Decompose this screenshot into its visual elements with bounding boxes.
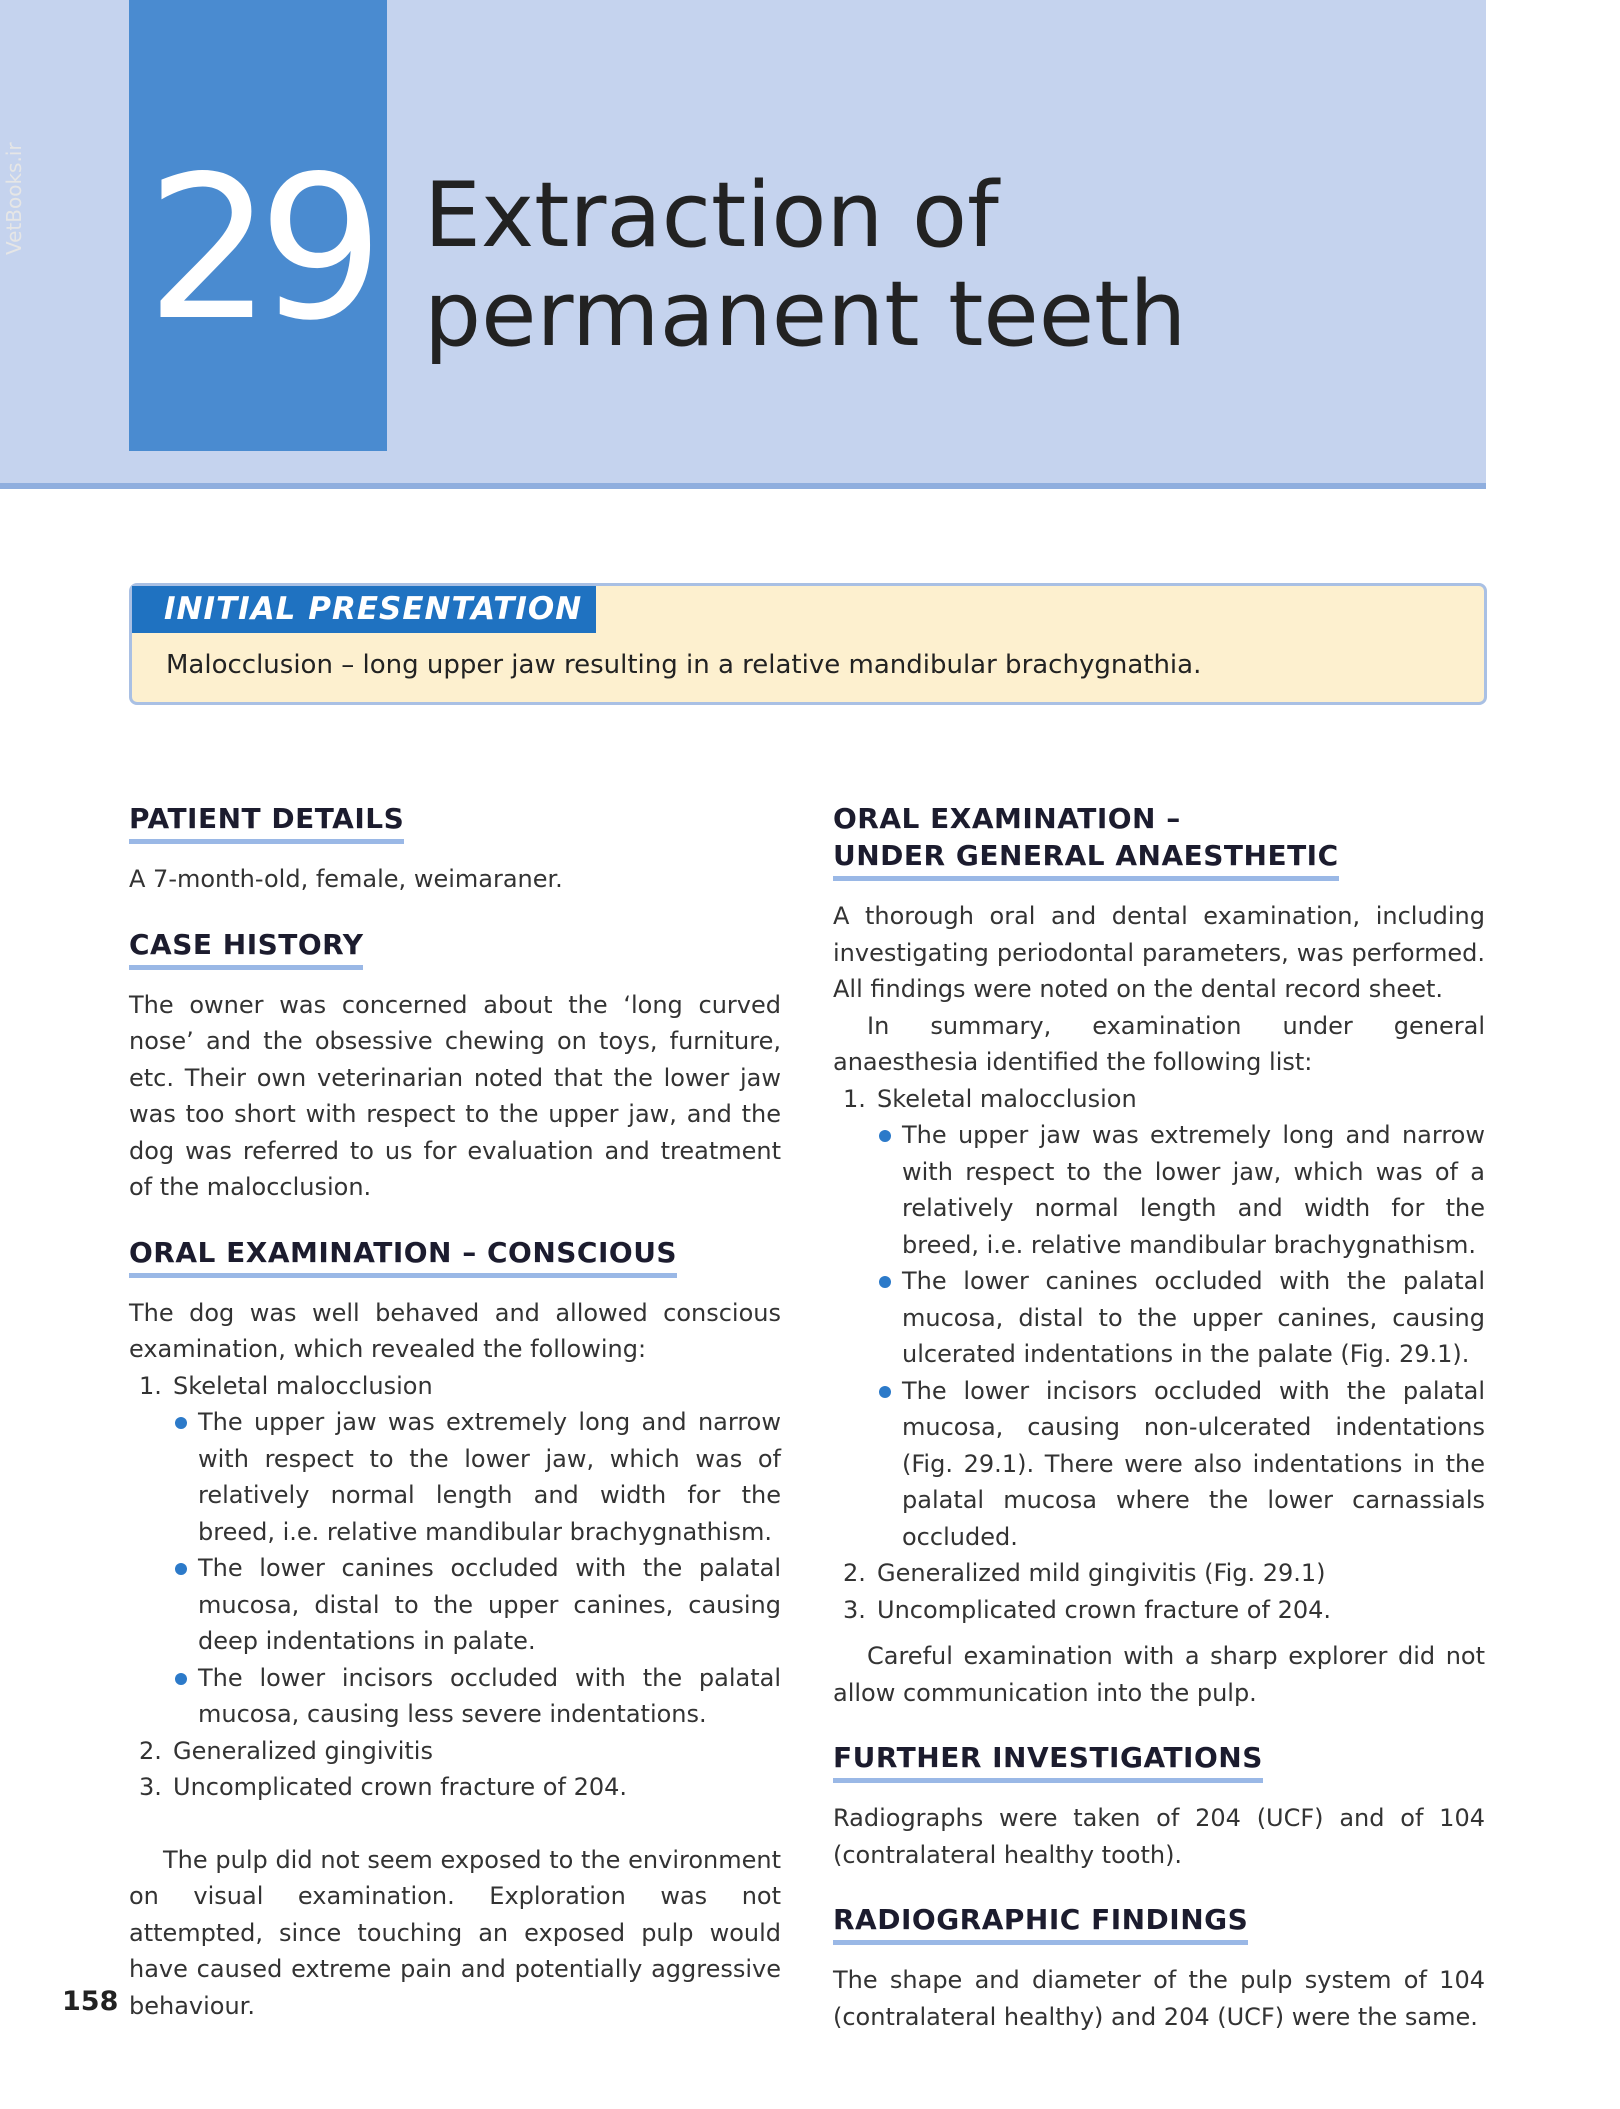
initial-presentation-text: Malocclusion – long upper jaw resulting in a relative mandibular brachygnathia. [166,650,1202,680]
bullet-item: The upper jaw was extremely long and narrow with respect to the lower jaw, which was of a relatively normal length and width for the breed, i.e. relative mandibular brachygnathism. [877,1117,1485,1263]
watermark: VetBooks.ir [2,142,26,255]
bullet-icon [879,1130,891,1142]
right-column [833,800,1485,2035]
bullet-list [173,1404,781,1733]
further-investigations-text: Radiographs were taken of 204 (UCF) and of 104 (contralateral healthy tooth). [833,1804,1485,1869]
bullet-icon [879,1386,891,1398]
header-rule [0,483,1486,489]
ga-findings-list [833,1081,1485,1629]
patient-details-text: A 7-month-old, female, weimaraner. [129,865,563,893]
chapter-title-line-2: permanent teeth [424,262,1187,367]
chapter-number: 29 [146,133,370,364]
initial-presentation-box [129,583,1487,705]
conscious-findings-list [129,1368,781,1806]
bullet-item: The lower canines occluded with the palatal mucosa, distal to the upper canines, causing deep indentations in palate. [173,1550,781,1660]
patient-details-heading: PATIENT DETAILS [129,800,781,844]
oral-exam-conscious-closing: The pulp did not seem exposed to the environment on visual examination. Exploration was not attempted, since touching an exposed pulp would have caused extreme pain and potentially aggressive behaviour. [129,1845,781,2020]
oral-exam-ga-para-2: In summary, examination under general anaesthesia identified the following list: [833,1011,1485,1076]
chapter-title [424,163,1444,367]
bullet-icon [175,1563,187,1575]
bullet-item: The lower canines occluded with the palatal mucosa, distal to the upper canines, causing ulcerated indentations in the palate (Fig. 29.1). [877,1263,1485,1373]
bullet-icon [175,1673,187,1685]
initial-presentation-label: INITIAL PRESENTATION [132,586,596,633]
list-item: 2. Generalized gingivitis [139,1736,433,1765]
left-column [129,800,781,2024]
radiographic-findings-heading: RADIOGRAPHIC FINDINGS [833,1901,1485,1945]
oral-exam-ga-closing: Careful examination with a sharp explorer did not allow communication into the pulp. [833,1642,1485,1707]
bullet-icon [879,1276,891,1288]
page-number: 158 [62,1986,119,2017]
bullet-item: The lower incisors occluded with the palatal mucosa, causing less severe indentations. [173,1660,781,1733]
oral-exam-ga-heading: ORAL EXAMINATION – UNDER GENERAL ANAESTHETIC [833,800,1485,881]
case-history-text: The owner was concerned about the ‘long curved nose’ and the obsessive chewing on toys, furniture, etc. Their own veterinarian noted that the lower jaw was too short with respect to the upper jaw, and the dog was referred to us for evaluation and treatment of the malocclusion. [129,990,781,1201]
bullet-item: The lower incisors occluded with the palatal mucosa, causing non-ulcerated indentations (Fig. 29.1). There were also indentations in the palatal mucosa where the lower carnassials occluded. [877,1373,1485,1556]
chapter-number-box [129,0,387,451]
list-item: 3. Uncomplicated crown fracture of 204. [139,1773,628,1801]
radiographic-findings-text: The shape and diameter of the pulp system of 104 (contralateral healthy) and 204 (UCF) were the same. [833,1966,1485,2031]
case-history-heading: CASE HISTORY [129,926,781,970]
chapter-title-line-1: Extraction of [424,163,999,268]
list-item: 2. Generalized mild gingivitis (Fig. 29.1) [843,1559,1326,1587]
list-item: 1. Skeletal malocclusion The upper jaw was extremely long and narrow with respect to the lower jaw, which was of relatively normal length and width for the breed, i.e. relative mandibular brachygnathism. The lower canines occluded with the palatal mucosa, distal to the upper canines, causing deep indentations in palate. The lower incisors occluded with the palatal mucosa, causing less severe indentations. [129,1368,781,1733]
bullet-icon [175,1417,187,1429]
oral-exam-conscious-intro: The dog was well behaved and allowed conscious examination, which revealed the following: [129,1298,781,1363]
oral-exam-ga-para-1: A thorough oral and dental examination, including investigating periodontal parameters, was performed. All findings were noted on the dental record sheet. [833,902,1485,1003]
oral-exam-conscious-heading: ORAL EXAMINATION – CONSCIOUS [129,1234,781,1278]
bullet-list [877,1117,1485,1555]
bullet-item: The upper jaw was extremely long and narrow with respect to the lower jaw, which was of relatively normal length and width for the breed, i.e. relative mandibular brachygnathism. [173,1404,781,1550]
further-investigations-heading: FURTHER INVESTIGATIONS [833,1739,1485,1783]
list-item: 1. Skeletal malocclusion The upper jaw was extremely long and narrow with respect to the lower jaw, which was of a relatively normal length and width for the breed, i.e. relative mandibular brachygnathism. The lower canines occluded with the palatal mucosa, distal to the upper canines, causing ulcerated indentations in the palate (Fig. 29.1). The lower incisors occluded with the palatal mucosa, causing non-ulcerated indentations (Fig. 29.1). There were also indentations in the palatal mucosa where the lower carnassials occluded. [833,1081,1485,1556]
list-item: 3. Uncomplicated crown fracture of 204. [843,1595,1332,1624]
